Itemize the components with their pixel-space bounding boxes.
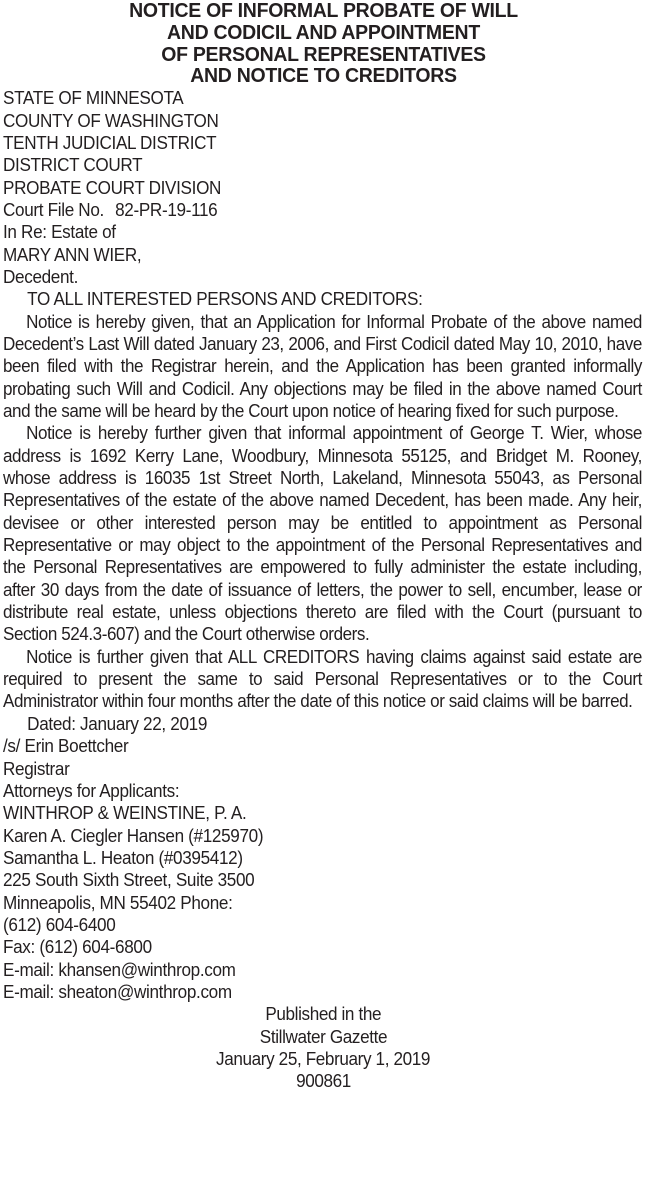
court-file-line (3, 199, 599, 221)
firm-street: 225 South Sixth Street, Suite 3500 (3, 869, 255, 891)
case-caption (3, 87, 644, 288)
appointment-paragraph: Notice is hereby further given that informal appointment of George T. Wier, whose address is 1692 Kerry Lane, Woodbury, Minnesota 55125, and Bridget M. Rooney, whose address is 16035 1st Street North, Lakeland, Minnesota 55043, as Personal Representatives of the estate of the above named Decedent, has been made. Any heir, devisee or other interested person may be entitled to appointment as Personal Representative or may object to the appointment of the Personal Representatives and the Personal Representatives are empowered to fully administer the estate including, after 30 days from the date of issuance of letters, the power to sell, encumber, lease or distribute real estate, unless objections thereto are filed with the Court (pursuant to Section 524.3-607) and the Court otherwise orders. (3, 422, 642, 645)
attorney-1: Karen A. Ciegler Hansen (#125970) (3, 824, 264, 846)
publication-info (3, 1003, 644, 1092)
newspaper-name (3, 1026, 644, 1048)
firm-fax: Fax: (612) 604-6800 (3, 936, 152, 958)
decedent-name: MARY ANN WIER, (3, 243, 142, 265)
signature-block (3, 735, 644, 780)
title-line: OF PERSONAL REPRESENTATIVES (161, 42, 486, 66)
court-line: DISTRICT COURT (3, 154, 143, 176)
notice-title (3, 0, 644, 87)
newspaper-name-text: Stillwater Gazette (259, 1025, 388, 1047)
salutation: TO ALL INTERESTED PERSONS AND CREDITORS: (27, 288, 423, 310)
state-line: STATE OF MINNESOTA (3, 87, 184, 109)
attorneys-label: Attorneys for Applicants: (3, 779, 180, 801)
signature-title: Registrar (3, 757, 70, 779)
judicial-district-line: TENTH JUDICIAL DISTRICT (3, 131, 217, 153)
division-line: PROBATE COURT DIVISION (3, 176, 222, 198)
firm-city-phone-label: Minneapolis, MN 55402 Phone: (3, 891, 233, 913)
in-re-line: In Re: Estate of (3, 221, 116, 243)
probate-paragraph: Notice is hereby given, that an Application for Informal Probate of the above named Decedent’s Last Will dated January 23, 2006, and First Codicil dated May 10, 2010, have been filed with the Registrar herein, and the Application has been granted informally probating such Will and Codicil. Any objections may be filed in the above named Court and the same will be heard by the Court upon notice of hearing fixed for such purpose. (3, 310, 642, 421)
law-firm: WINTHROP & WEINSTINE, P. A. (3, 802, 247, 824)
attorney-block (3, 780, 644, 1003)
published-in-line (3, 1003, 644, 1025)
court-file-number: 82-PR-19-116 (115, 198, 218, 220)
ad-number (3, 1070, 644, 1092)
published-in-text: Published in the (265, 1003, 382, 1025)
publication-dates (3, 1048, 644, 1070)
title-line: AND NOTICE TO CREDITORS (190, 64, 457, 88)
email-1: E-mail: khansen@winthrop.com (3, 958, 236, 980)
court-file-label: Court File No. (3, 198, 104, 220)
firm-phone: (612) 604-6400 (3, 913, 116, 935)
county-line: COUNTY OF WASHINGTON (3, 109, 219, 131)
title-line: NOTICE OF INFORMAL PROBATE OF WILL (129, 0, 518, 22)
signature-name: /s/ Erin Boettcher (3, 735, 129, 757)
dated-line: Dated: January 22, 2019 (27, 712, 208, 734)
creditors-paragraph: Notice is further given that ALL CREDITORS having claims against said estate are required to present the same to said Personal Representatives or to the Court Administrator within four months after the date of this notice or said claims will be barred. (3, 645, 642, 712)
title-line: AND CODICIL AND APPOINTMENT (167, 20, 480, 44)
decedent-label: Decedent. (3, 265, 79, 287)
email-2: E-mail: sheaton@winthrop.com (3, 980, 232, 1002)
attorney-2: Samantha L. Heaton (#0395412) (3, 846, 243, 868)
publication-dates-text: January 25, February 1, 2019 (216, 1047, 431, 1069)
ad-number-text: 900861 (296, 1070, 351, 1092)
